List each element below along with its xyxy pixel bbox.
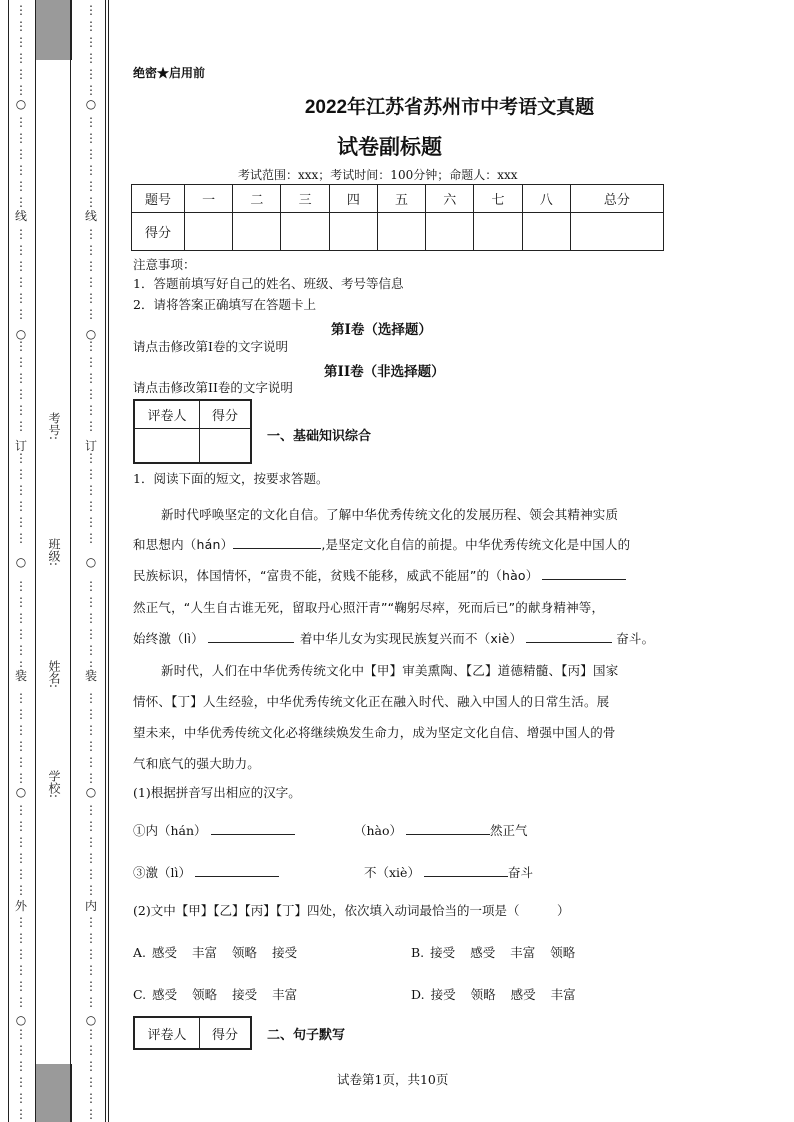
binding-dot-icon: ⋮ (85, 531, 97, 545)
binding-dot-icon: ⋮ (15, 195, 27, 209)
binding-dot-icon: ⋮ (15, 419, 27, 433)
binding-dot-icon: ⋮ (85, 723, 97, 737)
binding-dot-icon: ⋮ (85, 35, 97, 49)
binding-dot-icon: ⋮ (15, 291, 27, 305)
option-word: 丰富 (550, 987, 576, 1002)
binding-dot-icon: ⋮ (15, 259, 27, 273)
score-row-label: 得分 (132, 213, 185, 251)
binding-dot-icon: ⋮ (15, 531, 27, 545)
fill-label: ③激（lì） (133, 865, 191, 880)
passage-text: 着中华儿女为实现民族复兴而不（xiè） (299, 631, 523, 646)
answer-blank[interactable] (526, 630, 612, 643)
binding-circle-icon: ○ (85, 1013, 97, 1027)
score-cell[interactable] (377, 213, 425, 251)
fill-label: 不（xiè） (364, 865, 420, 880)
binding-dot-icon: ⋮ (15, 595, 27, 609)
binding-dot-icon: ⋮ (15, 163, 27, 177)
binding-dot-icon: ⋮ (85, 179, 97, 193)
passage-text: ,是坚定文化自信的前提。中华优秀传统文化是中国人的 (321, 537, 631, 552)
binding-dot-icon: ⋮ (15, 403, 27, 417)
grader-score-label: 得分 (200, 400, 252, 428)
score-table (131, 184, 664, 251)
binding-marker: 装 (84, 669, 97, 683)
passage-line: 新时代，人们在中华优秀传统文化中【甲】审美熏陶、【乙】道德精髓、【丙】国家 (161, 663, 619, 678)
binding-dot-icon: ⋮ (85, 307, 97, 321)
option-a[interactable] (133, 946, 312, 960)
binding-dot-icon: ⋮ (85, 1091, 97, 1105)
option-word: 感受 (510, 987, 536, 1002)
score-header-cell: 六 (426, 185, 474, 213)
fill-label: 然正气 (490, 823, 528, 838)
binding-dot-icon: ⋮ (85, 227, 97, 241)
option-c[interactable] (133, 988, 312, 1002)
binding-dot-icon: ⋮ (15, 915, 27, 929)
binding-dot-icon: ⋮ (85, 19, 97, 33)
binding-line-5 (108, 0, 109, 1122)
binding-dot-icon: ⋮ (15, 659, 27, 673)
binding-dot-icon: ⋮ (85, 739, 97, 753)
passage-text: 和思想内（hán） (133, 537, 234, 552)
score-cell[interactable] (185, 213, 233, 251)
passage-text: 奋斗。 (616, 631, 655, 646)
score-cell[interactable] (474, 213, 522, 251)
binding-dot-icon: ⋮ (15, 835, 27, 849)
option-word: 接受 (430, 945, 456, 960)
binding-dot-icon: ⋮ (85, 339, 97, 353)
field-school: 学校: (47, 770, 61, 799)
binding-dot-icon: ⋮ (15, 643, 27, 657)
binding-dot-icon: ⋮ (15, 1059, 27, 1073)
binding-marker: 装 (14, 669, 27, 683)
binding-dot-icon: ⋮ (15, 1027, 27, 1041)
binding-dot-icon: ⋮ (15, 307, 27, 321)
binding-dot-icon: ⋮ (15, 947, 27, 961)
option-label: A. (133, 945, 147, 960)
binding-dot-icon: ⋮ (85, 995, 97, 1009)
option-word: 丰富 (192, 945, 218, 960)
passage-line (133, 629, 654, 647)
binding-dot-icon: ⋮ (15, 1043, 27, 1057)
binding-dot-icon: ⋮ (85, 851, 97, 865)
binding-line-4 (105, 0, 106, 1122)
binding-dot-icon: ⋮ (15, 771, 27, 785)
binding-dot-icon: ⋮ (85, 3, 97, 17)
fill-label: 奋斗 (507, 865, 533, 880)
answer-blank[interactable] (542, 567, 626, 580)
option-word: 感受 (152, 987, 178, 1002)
score-header-cell: 三 (281, 185, 329, 213)
answer-blank[interactable] (406, 822, 490, 835)
fill-item (354, 822, 528, 838)
binding-dot-icon: ⋮ (15, 227, 27, 241)
binding-dot-icon: ⋮ (15, 803, 27, 817)
binding-dot-icon: ⋮ (85, 243, 97, 257)
binding-marker: 线 (14, 209, 27, 223)
field-exam-number: 考号: (47, 412, 61, 441)
binding-dot-icon: ⋮ (85, 451, 97, 465)
binding-dot-icon: ⋮ (15, 739, 27, 753)
score-cell[interactable] (522, 213, 570, 251)
binding-dot-icon: ⋮ (85, 627, 97, 641)
option-label: B. (411, 945, 425, 960)
binding-dot-icon: ⋮ (85, 611, 97, 625)
binding-dot-icon: ⋮ (85, 915, 97, 929)
binding-dot-icon: ⋮ (85, 579, 97, 593)
binding-dot-icon: ⋮ (85, 835, 97, 849)
binding-dot-icon: ⋮ (85, 691, 97, 705)
binding-circle-icon: ○ (15, 327, 27, 341)
binding-dot-icon: ⋮ (85, 115, 97, 129)
binding-dot-icon: ⋮ (15, 515, 27, 529)
score-cell[interactable] (281, 213, 329, 251)
fill-item (133, 864, 279, 880)
binding-dot-icon: ⋮ (85, 595, 97, 609)
question1-stem: 1．阅读下面的短文，按要求答题。 (133, 471, 329, 486)
binding-gray-bottom (35, 1064, 72, 1122)
grader-reviewer-cell[interactable] (134, 428, 200, 463)
binding-dot-icon: ⋮ (85, 163, 97, 177)
option-d[interactable] (411, 988, 591, 1002)
binding-circle-icon: ○ (15, 555, 27, 569)
score-header-cell: 题号 (132, 185, 185, 213)
option-word: 领略 (192, 987, 218, 1002)
binding-dot-icon: ⋮ (15, 483, 27, 497)
option-word: 丰富 (272, 987, 298, 1002)
binding-dot-icon: ⋮ (15, 67, 27, 81)
grader-score-cell[interactable] (200, 428, 252, 463)
binding-dot-icon: ⋮ (15, 851, 27, 865)
binding-dot-icon: ⋮ (15, 1075, 27, 1089)
notes-heading: 注意事项： (133, 257, 196, 272)
binding-dot-icon: ⋮ (85, 771, 97, 785)
score-cell[interactable] (570, 213, 663, 251)
binding-dot-icon: ⋮ (85, 1043, 97, 1057)
option-word: 丰富 (510, 945, 536, 960)
section1-title: 一、基础知识综合 (267, 428, 372, 443)
binding-circle-icon: ○ (85, 97, 97, 111)
binding-dot-icon: ⋮ (15, 691, 27, 705)
binding-dot-icon: ⋮ (15, 115, 27, 129)
option-b[interactable] (411, 946, 590, 960)
binding-dot-icon: ⋮ (85, 67, 97, 81)
binding-circle-icon: ○ (15, 97, 27, 111)
option-word: 领略 (550, 945, 576, 960)
binding-dot-icon: ⋮ (85, 371, 97, 385)
fill-item (364, 864, 533, 880)
note-item-2: 2．请将答案正确填写在答题卡上 (133, 297, 316, 312)
binding-dot-icon: ⋮ (85, 755, 97, 769)
score-header-cell: 二 (233, 185, 281, 213)
binding-dot-icon: ⋮ (15, 355, 27, 369)
exam-meta: 考试范围：xxx；考试时间：100分钟；命题人：xxx (238, 168, 518, 182)
option-word: 领略 (470, 987, 496, 1002)
binding-line-1 (8, 0, 9, 1122)
field-name: 姓名: (47, 660, 61, 689)
binding-circle-icon: ○ (15, 785, 27, 799)
binding-line-3 (70, 0, 71, 1122)
binding-dot-icon: ⋮ (85, 947, 97, 961)
binding-circle-icon: ○ (85, 327, 97, 341)
passage-text: 民族标识，体国情怀，“富贵不能，贫贱不能移，威武不能屈”的（hào） (133, 568, 539, 583)
subquestion-1: (1)根据拼音写出相应的汉字。 (133, 785, 301, 800)
binding-dot-icon: ⋮ (15, 451, 27, 465)
passage-line: 情怀、【丁】人生经验，中华优秀传统文化正在融入时代、融入中国人的日常生活。展 (133, 694, 610, 709)
grader-reviewer-label: 评卷人 (134, 400, 200, 428)
binding-dot-icon: ⋮ (15, 883, 27, 897)
passage-line: 新时代呼唤坚定的文化自信。了解中华优秀传统文化的发展历程、领会其精神实质 (161, 507, 619, 522)
part2-title: 第II卷（非选择题） (324, 364, 445, 380)
binding-dot-icon: ⋮ (85, 275, 97, 289)
score-cell[interactable] (329, 213, 377, 251)
part1-desc[interactable]: 请点击修改第I卷的文字说明 (133, 339, 288, 354)
binding-dot-icon: ⋮ (15, 611, 27, 625)
option-label: C. (133, 987, 147, 1002)
binding-dot-icon: ⋮ (15, 51, 27, 65)
binding-circle-icon: ○ (85, 785, 97, 799)
binding-dot-icon: ⋮ (15, 387, 27, 401)
binding-dot-icon: ⋮ (85, 419, 97, 433)
binding-marker: 线 (84, 209, 97, 223)
passage-text: 始终激（lì） (133, 631, 204, 646)
binding-dot-icon: ⋮ (85, 467, 97, 481)
passage-line (133, 566, 626, 584)
binding-dot-icon: ⋮ (85, 291, 97, 305)
fill-label: ①内（hán） (133, 823, 207, 838)
grader-score-label: 得分 (200, 1017, 252, 1049)
binding-dot-icon: ⋮ (15, 35, 27, 49)
binding-dot-icon: ⋮ (85, 1075, 97, 1089)
subquestion-2: (2)文中【甲】【乙】【丙】【丁】四处，依次填入动词最恰当的一项是（ ） (133, 903, 570, 918)
binding-dot-icon: ⋮ (85, 707, 97, 721)
binding-dot-icon: ⋮ (85, 931, 97, 945)
passage-line: 气和底气的强大助力。 (133, 756, 261, 771)
score-header-cell: 一 (185, 185, 233, 213)
binding-dot-icon: ⋮ (15, 755, 27, 769)
option-word: 接受 (232, 987, 258, 1002)
binding-marker: 内 (84, 899, 97, 913)
binding-dot-icon: ⋮ (85, 403, 97, 417)
grader-reviewer-label: 评卷人 (134, 1017, 200, 1049)
grader-box-2 (133, 1016, 252, 1050)
answer-blank[interactable] (195, 864, 279, 877)
binding-dot-icon: ⋮ (85, 803, 97, 817)
passage-line: 然正气，“人生自古谁无死，留取丹心照汗青”“鞠躬尽瘁，死而后已”的献身精神等， (133, 600, 605, 615)
score-header-cell: 总分 (570, 185, 663, 213)
fill-label: （hào） (354, 823, 403, 838)
binding-dot-icon: ⋮ (15, 243, 27, 257)
option-word: 感受 (470, 945, 496, 960)
binding-dot-icon: ⋮ (15, 723, 27, 737)
answer-blank[interactable] (424, 864, 508, 877)
page-title: 2022年江苏省苏州市中考语文真题 (304, 97, 595, 118)
section2-title: 二、句子默写 (267, 1027, 346, 1042)
binding-dot-icon: ⋮ (15, 371, 27, 385)
binding-dot-icon: ⋮ (15, 579, 27, 593)
binding-dot-icon: ⋮ (15, 867, 27, 881)
grader-box-1 (133, 399, 252, 464)
option-word: 领略 (232, 945, 258, 960)
score-header-cell: 八 (522, 185, 570, 213)
binding-dot-icon: ⋮ (15, 179, 27, 193)
option-word: 接受 (430, 987, 456, 1002)
binding-dot-icon: ⋮ (15, 963, 27, 977)
binding-dot-icon: ⋮ (15, 3, 27, 17)
score-header-cell: 四 (329, 185, 377, 213)
binding-line-2 (35, 0, 36, 1122)
binding-dot-icon: ⋮ (15, 979, 27, 993)
binding-marker: 订 (14, 439, 27, 453)
binding-dot-icon: ⋮ (85, 659, 97, 673)
binding-dot-icon: ⋮ (85, 1107, 97, 1121)
page-footer: 试卷第1页，共10页 (337, 1072, 449, 1087)
binding-gray-top (35, 0, 72, 60)
score-cell[interactable] (426, 213, 474, 251)
fill-item (133, 822, 295, 838)
answer-blank[interactable] (208, 630, 294, 643)
binding-dot-icon: ⋮ (85, 1059, 97, 1073)
answer-blank[interactable] (233, 536, 321, 549)
binding-circle-icon: ○ (85, 555, 97, 569)
binding-dot-icon: ⋮ (85, 195, 97, 209)
binding-marker: 订 (84, 439, 97, 453)
binding-dot-icon: ⋮ (15, 83, 27, 97)
binding-dot-icon: ⋮ (85, 1027, 97, 1041)
binding-dot-icon: ⋮ (85, 515, 97, 529)
passage-line (133, 535, 630, 553)
option-word: 感受 (152, 945, 178, 960)
binding-dot-icon: ⋮ (15, 499, 27, 513)
binding-dot-icon: ⋮ (15, 19, 27, 33)
binding-dot-icon: ⋮ (85, 643, 97, 657)
score-header-cell: 五 (377, 185, 425, 213)
score-header-cell: 七 (474, 185, 522, 213)
binding-dot-icon: ⋮ (15, 339, 27, 353)
option-word: 接受 (272, 945, 298, 960)
binding-dot-icon: ⋮ (85, 131, 97, 145)
option-label: D. (411, 987, 425, 1002)
binding-dot-icon: ⋮ (15, 1091, 27, 1105)
score-cell[interactable] (233, 213, 281, 251)
binding-dot-icon: ⋮ (15, 131, 27, 145)
page-subtitle: 试卷副标题 (337, 136, 442, 159)
binding-dot-icon: ⋮ (15, 275, 27, 289)
binding-dot-icon: ⋮ (85, 819, 97, 833)
binding-marker: 外 (14, 899, 27, 913)
binding-dot-icon: ⋮ (85, 979, 97, 993)
binding-dot-icon: ⋮ (15, 995, 27, 1009)
binding-dot-icon: ⋮ (85, 483, 97, 497)
binding-dot-icon: ⋮ (15, 931, 27, 945)
binding-dot-icon: ⋮ (15, 147, 27, 161)
binding-dot-icon: ⋮ (85, 259, 97, 273)
confidential-seal: 绝密★启用前 (133, 66, 206, 80)
binding-dot-icon: ⋮ (15, 627, 27, 641)
binding-dot-icon: ⋮ (85, 83, 97, 97)
part1-title: 第I卷（选择题） (331, 322, 432, 338)
binding-dot-icon: ⋮ (85, 883, 97, 897)
binding-circle-icon: ○ (15, 1013, 27, 1027)
binding-dot-icon: ⋮ (15, 467, 27, 481)
binding-dot-icon: ⋮ (15, 707, 27, 721)
binding-dot-icon: ⋮ (85, 387, 97, 401)
binding-dot-icon: ⋮ (85, 963, 97, 977)
field-class: 班级: (47, 538, 61, 567)
binding-dot-icon: ⋮ (85, 147, 97, 161)
binding-dot-icon: ⋮ (85, 51, 97, 65)
passage-line: 望未来，中华优秀传统文化必将继续焕发生命力，成为坚定文化自信、增强中国人的骨 (133, 725, 616, 740)
binding-dot-icon: ⋮ (15, 1107, 27, 1121)
binding-dot-icon: ⋮ (85, 355, 97, 369)
binding-dot-icon: ⋮ (15, 819, 27, 833)
binding-dot-icon: ⋮ (85, 867, 97, 881)
part2-desc[interactable]: 请点击修改第II卷的文字说明 (133, 380, 293, 395)
binding-dot-icon: ⋮ (85, 499, 97, 513)
answer-blank[interactable] (211, 822, 295, 835)
note-item-1: 1．答题前填写好自己的姓名、班级、考号等信息 (133, 276, 404, 291)
